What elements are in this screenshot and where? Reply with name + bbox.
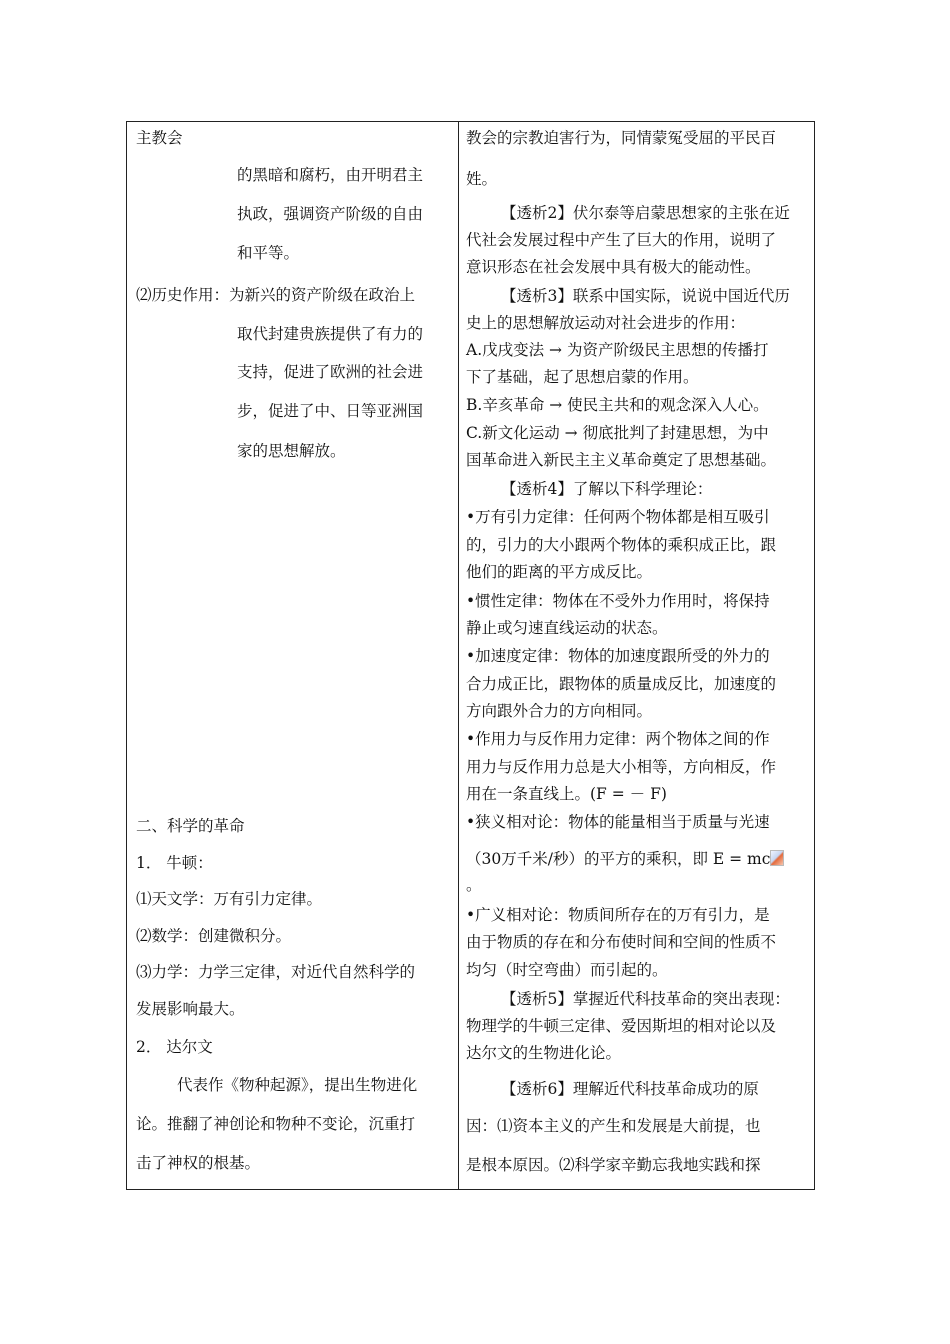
text-line: ⑵历史作用：为新兴的资产阶级在政治上 [136, 286, 416, 304]
text-line: 用力与反作用力总是大小相等，方向相反，作 [466, 758, 777, 776]
text-line: B.辛亥革命 → 使民主共和的观念深入人心。 [466, 396, 769, 414]
formula-line [466, 848, 784, 870]
text-line: 主教会 [136, 129, 183, 147]
text-line: 教会的宗教迫害行为，同情蒙冤受屈的平民百 [466, 129, 777, 147]
text-line: 论。推翻了神创论和物种不变论，沉重打 [136, 1115, 416, 1133]
text-line: 下了基础，起了思想启蒙的作用。 [466, 368, 699, 386]
text-line: 击了神权的根基。 [136, 1154, 261, 1172]
text-line: 史上的思想解放运动对社会进步的作用： [466, 314, 746, 332]
text-line: 方向跟外合力的方向相同。 [466, 702, 653, 720]
text-line: 由于物质的存在和分布使时间和空间的性质不 [466, 933, 777, 951]
text-line: ⑵数学：创建微积分。 [136, 927, 292, 945]
subheading: 1． 牛顿： [136, 854, 213, 872]
text-line: A.戊戌变法 → 为资产阶级民主思想的传播打 [466, 341, 769, 359]
text-line: 的，引力的大小跟两个物体的乘积成正比，跟 [466, 536, 777, 554]
text-line: 代表作《物种起源》，提出生物进化 [177, 1076, 418, 1094]
text-line: •作用力与反作用力定律：两个物体之间的作 [466, 730, 770, 748]
text-line: 家的思想解放。 [237, 442, 346, 460]
column-divider [458, 122, 459, 1189]
section-heading: 二、科学的革命 [136, 817, 245, 835]
text-line: 执政，强调资产阶级的自由 [237, 205, 424, 223]
text-line: 意识形态在社会发展中具有极大的能动性。 [466, 258, 761, 276]
text-line: 静止或匀速直线运动的状态。 [466, 619, 668, 637]
analysis-heading: 【透析2】伏尔泰等启蒙思想家的主张在近 [501, 204, 790, 222]
text-line: 均匀（时空弯曲）而引起的。 [466, 961, 668, 979]
text-line: 是根本原因。⑵科学家辛勤忘我地实践和探 [466, 1156, 761, 1174]
text-line: 国革命进入新民主主义革命奠定了思想基础。 [466, 451, 777, 469]
text-line: •狭义相对论：物体的能量相当于质量与光速 [466, 813, 770, 831]
text-line: 因：⑴资本主义的产生和发展是大前提，也 [466, 1117, 761, 1135]
analysis-heading: 【透析5】掌握近代科技革命的突出表现： [501, 990, 790, 1008]
text-line: 支持，促进了欧洲的社会进 [237, 363, 424, 381]
text-line: 姓。 [466, 170, 498, 188]
text-line: 发展影响最大。 [136, 1000, 245, 1018]
text-line: 。 [466, 876, 482, 894]
text-line: 代社会发展过程中产生了巨大的作用，说明了 [466, 231, 777, 249]
text-line: 达尔文的生物进化论。 [466, 1044, 622, 1062]
content-table [126, 121, 815, 1190]
text-line: 和平等。 [237, 244, 300, 262]
text-line: ⑴天文学：万有引力定律。 [136, 890, 323, 908]
formula-image-icon [770, 850, 784, 866]
text-line: 他们的距离的平方成反比。 [466, 563, 653, 581]
text-line: 步，促进了中、日等亚洲国 [237, 402, 424, 420]
analysis-heading: 【透析4】了解以下科学理论： [501, 480, 713, 498]
analysis-heading: 【透析6】理解近代科技革命成功的原 [501, 1080, 759, 1098]
text-line: ⑶力学：力学三定律，对近代自然科学的 [136, 963, 416, 981]
text-line: 用在一条直线上。(F = － F) [466, 785, 667, 803]
formula-text: （30万千米/秒）的平方的乘积，即 E = mc [466, 850, 771, 868]
text-line: 取代封建贵族提供了有力的 [237, 325, 424, 343]
text-line: 合力成正比，跟物体的质量成反比，加速度的 [466, 675, 777, 693]
text-line: C.新文化运动 → 彻底批判了封建思想，为中 [466, 424, 769, 442]
text-line: •加速度定律：物体的加速度跟所受的外力的 [466, 647, 770, 665]
analysis-heading: 【透析3】联系中国实际，说说中国近代历 [501, 287, 790, 305]
text-line: •万有引力定律：任何两个物体都是相互吸引 [466, 508, 770, 526]
text-line: •惯性定律：物体在不受外力作用时，将保持 [466, 592, 770, 610]
text-line: •广义相对论：物质间所存在的万有引力，是 [466, 906, 770, 924]
subheading: 2． 达尔文 [136, 1038, 213, 1056]
text-line: 物理学的牛顿三定律、爱因斯坦的相对论以及 [466, 1017, 777, 1035]
text-line: 的黑暗和腐朽，由开明君主 [237, 166, 424, 184]
